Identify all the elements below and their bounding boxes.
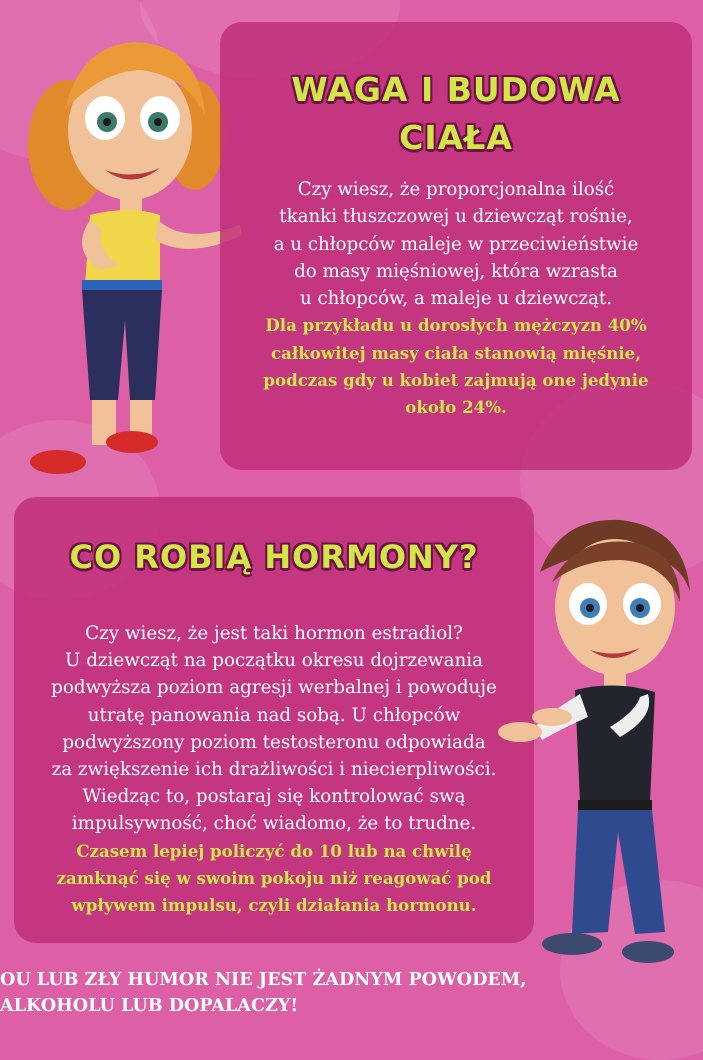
body-line: utratę panowania nad sobą. U chłopców	[87, 704, 461, 726]
section-body	[230, 176, 682, 422]
body-line: za zwiększenie ich drażliwości i niecierpliwości.	[51, 759, 497, 781]
title-line: WAGA I BUDOWA	[291, 70, 621, 109]
highlight-line: około 24%.	[405, 397, 507, 418]
footer-line: ALKOHOLU LUB DOPALACZY!	[0, 995, 299, 1016]
body-line: impulsywność, choć wiadomo, że to trudne.	[71, 813, 477, 835]
highlight-line: wpływem impulsu, czyli działania hormonu.	[71, 895, 477, 916]
body-line: u chłopców, a maleje u dziewcząt.	[299, 288, 613, 310]
body-line: podwyższa poziom agresji werbalnej i powoduje	[51, 677, 497, 699]
body-line: tkanki tłuszczowej u dziewcząt rośnie,	[279, 206, 633, 228]
highlight-line: zamknąć się w swoim pokoju niż reagować pod	[56, 867, 492, 888]
body-line: Wiedząc to, postaraj się kontrolować swą	[82, 786, 466, 808]
section-title: CO ROBIĄ HORMONY?	[69, 538, 479, 576]
section-title	[220, 66, 692, 162]
highlight-line: Dla przykładu u dorosłych mężczyzn 40%	[265, 315, 647, 336]
hormones-panel	[14, 497, 534, 943]
title-line: CIAŁA	[399, 118, 513, 157]
body-line: Czy wiesz, że jest taki hormon estradiol?	[85, 623, 463, 644]
body-line: U dziewcząt na początku okresu dojrzewania	[64, 650, 483, 672]
highlight-line: Czasem lepiej policzyć do 10 lub na chwilę	[76, 840, 472, 861]
weight-body-panel	[220, 22, 692, 470]
body-line: a u chłopców maleje w przeciwieństwie	[273, 233, 639, 255]
footer-line: OU LUB ZŁY HUMOR NIE JEST ŻADNYM POWODEM,	[0, 969, 527, 990]
highlight-line: podczas gdy u kobiet zajmują one jedynie	[263, 370, 649, 391]
body-line: Czy wiesz, że proporcjonalna ilość	[297, 179, 615, 200]
highlight-line: całkowitej masy ciała stanowią mięśnie,	[270, 342, 641, 363]
body-line: podwyższony poziom testosteronu odpowiada	[62, 731, 486, 753]
section-body	[22, 620, 526, 919]
body-line: do masy mięśniowej, która wzrasta	[294, 260, 618, 282]
boy-character-illustration	[480, 512, 700, 982]
